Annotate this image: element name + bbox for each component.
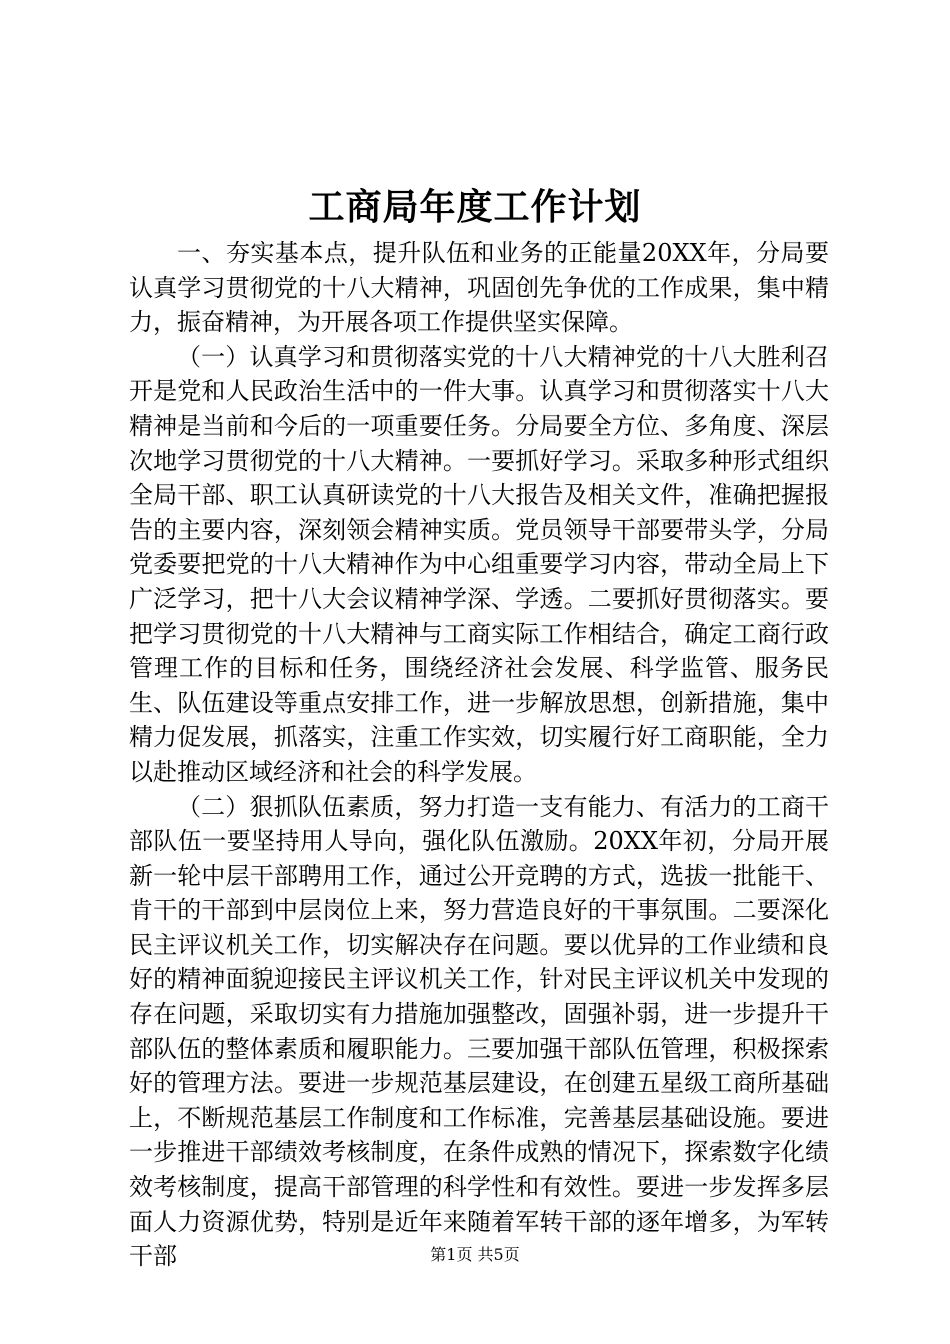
paragraph-2: （一）认真学习和贯彻落实党的十八大精神党的十八大胜利召开是党和人民政治生活中的一件大事。认真学习和贯彻落实十八大精神是当前和今后的一项重要任务。分局要全方位、多角度、深层次地学习贯彻党的十八大精神。一要抓好学习。采取多种形式组织全局干部、职工认真研读党的十八大报告及相关文件，准确把握报告的主要内容，深刻领会精神实质。党员领导干部要带头学，分局党委要把党的十八大精神作为中心组重要学习内容，带动全局上下广泛学习，把十八大会议精神学深、学透。二要抓好贯彻落实。要把学习贯彻党的十八大精神与工商实际工作相结合，确定工商行政管理工作的目标和任务，围绕经济社会发展、科学监管、服务民生、队伍建设等重点安排工作，进一步解放思想，创新措施，集中精力促发展，抓落实，注重工作实效，切实履行好工商职能，全力以赴推动区域经济和社会的科学发展。 <box>129 342 829 786</box>
document-body <box>129 236 829 1274</box>
paragraph-1: 一、夯实基本点，提升队伍和业务的正能量20XX年，分局要认真学习贯彻党的十八大精神，巩固创先争优的工作成果，集中精力，振奋精神，为开展各项工作提供坚实保障。 <box>129 239 829 337</box>
paragraph-3: （二）狠抓队伍素质，努力打造一支有能力、有活力的工商干部队伍一要坚持用人导向，强化队伍激励。20XX年初，分局开展新一轮中层干部聘用工作，通过公开竞聘的方式，选拔一批能干、肯干的干部到中层岗位上来，努力营造良好的干事氛围。二要深化民主评议机关工作，切实解决存在问题。要以优异的工作业绩和良好的精神面貌迎接民主评议机关工作，针对民主评议机关中发现的存在问题，采取切实有力措施加强整改，固强补弱，进一步提升干部队伍的整体素质和履职能力。三要加强干部队伍管理，积极探索好的管理方法。要进一步规范基层建设，在创建五星级工商所基础上，不断规范基层工作制度和工作标准，完善基层基础设施。要进一步推进干部绩效考核制度，在条件成熟的情况下，探索数字化绩效考核制度，提高干部管理的科学性和有效性。要进一步发挥多层面人力资源优势，特别是近年来随着军转干部的逐年增多，为军转干部 <box>129 792 829 1271</box>
document-title: 工商局年度工作计划 <box>308 186 642 228</box>
page-number-footer: 第1页 共5页 <box>430 1245 520 1264</box>
